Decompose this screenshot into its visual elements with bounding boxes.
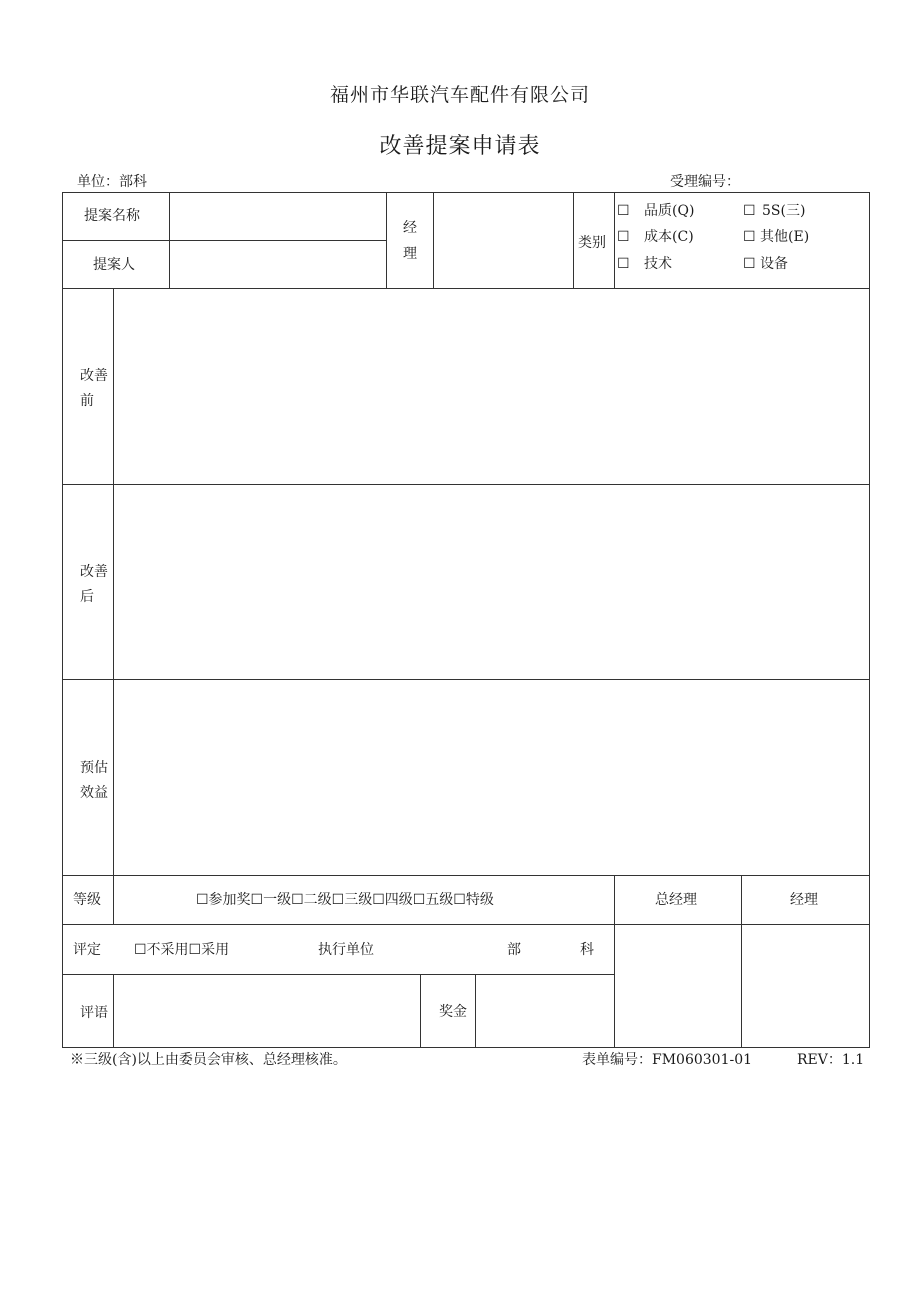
category-5s[interactable] — [743, 203, 805, 219]
grade-options[interactable]: ☐参加奖☐一级☐二级☐三级☐四级☐五级☐特级 — [196, 892, 494, 908]
after-label-line1: 改善 — [80, 564, 108, 580]
estimated-benefit-field[interactable] — [115, 681, 868, 874]
before-label-line1: 改善 — [80, 368, 108, 384]
category-cost-label: 成本(C) — [644, 229, 694, 245]
category-other[interactable] — [743, 229, 809, 245]
bonus-field[interactable] — [477, 976, 613, 1046]
section-label: 科 — [580, 942, 594, 958]
manager-label-bottom: 理 — [403, 246, 417, 262]
proposer-field[interactable] — [171, 242, 385, 287]
manager-signature-field-bottom[interactable] — [743, 926, 868, 1046]
unit-label: 单位：部科 — [77, 174, 147, 190]
category-other-label: 其他(E) — [760, 229, 810, 245]
footer-note: ※三级(含)以上由委员会审核、总经理核准。 — [70, 1052, 347, 1068]
category-technology[interactable] — [617, 256, 672, 272]
bonus-label: 奖金 — [439, 1004, 467, 1020]
proposal-name-label: 提案名称 — [84, 208, 140, 224]
before-label-line2: 前 — [80, 393, 94, 409]
category-equipment[interactable] — [743, 256, 788, 272]
manager-label-top: 经 — [403, 220, 417, 236]
category-cost[interactable] — [617, 229, 694, 245]
grade-label: 等级 — [73, 892, 101, 908]
evaluation-label: 评定 — [73, 942, 101, 958]
checkbox-icon: ☐ — [617, 203, 630, 219]
manager-label: 经理 — [790, 892, 818, 908]
benefit-label-line1: 预估 — [80, 760, 108, 776]
form-title: 改善提案申请表 — [379, 134, 541, 159]
category-technology-label: 技术 — [644, 256, 673, 272]
checkbox-icon: ☐ — [743, 203, 756, 219]
department-label: 部 — [507, 942, 521, 958]
benefit-label-line2: 效益 — [80, 785, 108, 801]
checkbox-icon: ☐ — [743, 229, 756, 245]
category-quality-label: 品质(Q) — [644, 203, 695, 219]
category-equipment-label: 设备 — [760, 256, 789, 272]
checkbox-icon: ☐ — [743, 256, 756, 272]
general-manager-signature-field[interactable] — [616, 926, 740, 1046]
manager-signature-field[interactable] — [435, 194, 572, 287]
checkbox-icon: ☐ — [617, 256, 630, 272]
proposer-label: 提案人 — [93, 257, 135, 273]
general-manager-label: 总经理 — [655, 892, 697, 908]
proposal-name-field[interactable] — [171, 194, 385, 239]
comment-field[interactable] — [115, 976, 419, 1046]
category-label: 类别 — [578, 235, 606, 251]
evaluation-options[interactable]: ☐不采用☐采用 — [134, 942, 230, 958]
checkbox-icon: ☐ — [617, 229, 630, 245]
category-quality[interactable] — [617, 203, 694, 219]
revision: REV：1.1 — [797, 1052, 865, 1068]
execution-unit-label: 执行单位 — [318, 942, 374, 958]
before-improvement-field[interactable] — [115, 290, 868, 483]
comment-label: 评语 — [80, 1005, 108, 1021]
after-label-line2: 后 — [80, 589, 94, 605]
receipt-number-label: 受理编号： — [670, 174, 740, 190]
form-number: 表单编号：FM060301-01 — [582, 1052, 753, 1068]
company-name: 福州市华联汽车配件有限公司 — [329, 84, 590, 106]
after-improvement-field[interactable] — [115, 486, 868, 678]
category-5s-label: 5S(三) — [762, 203, 806, 219]
